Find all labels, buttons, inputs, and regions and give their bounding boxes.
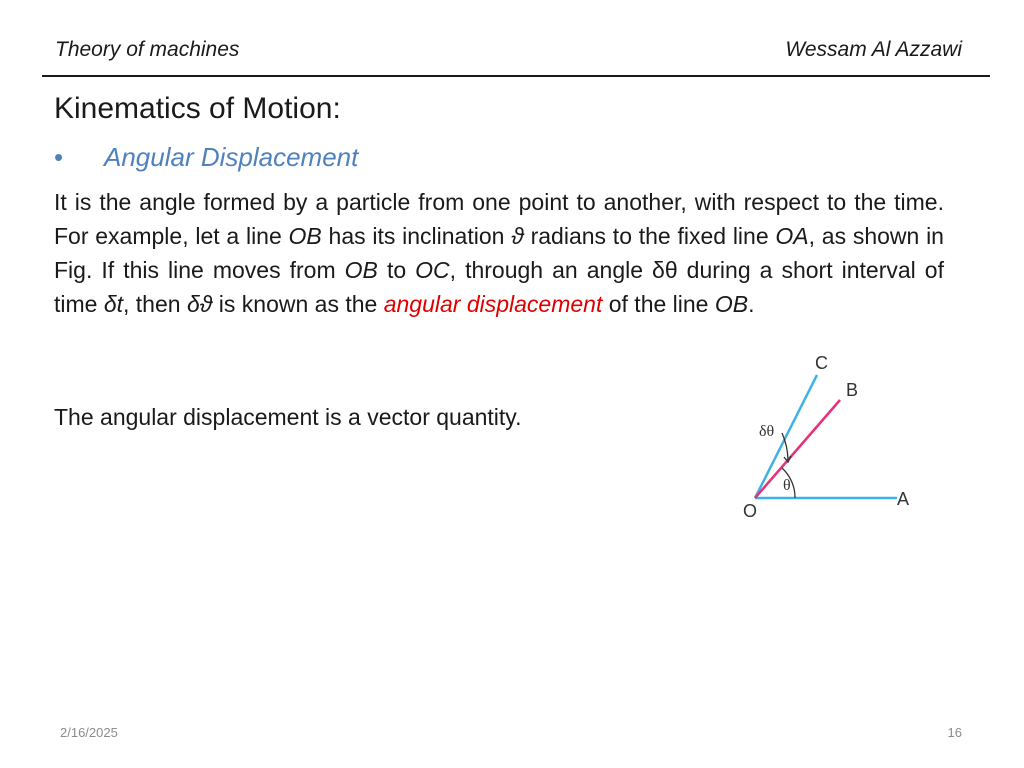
header-course-title: Theory of machines (55, 38, 240, 61)
header-author: Wessam Al Azzawi (785, 38, 962, 61)
header-divider (42, 75, 990, 77)
bullet-text: Angular Displacement (104, 142, 359, 172)
footer-date: 2/16/2025 (60, 725, 118, 740)
label-a: A (897, 489, 910, 509)
angular-displacement-figure (735, 350, 925, 525)
bullet-item (54, 142, 358, 173)
footer-page-number: 16 (947, 725, 962, 740)
bullet-icon: • (54, 142, 64, 172)
label-dtheta: δθ (759, 423, 775, 440)
label-c: C (815, 353, 828, 373)
highlighted-term: angular displacement (383, 291, 603, 317)
slide-title: Kinematics of Motion: (54, 92, 341, 125)
definition-paragraph: It is the angle formed by a particle from one point to another, with respect to the time. For example, let a line OB has its inclination ϑ radians to the fixed line OA, as shown in Fig. If this line moves from OB to OC, through an angle δθ during a short interval of time δt, then δϑ is known as the angular displacement of the line OB. (54, 189, 944, 317)
label-o: O (743, 501, 758, 521)
label-b: B (846, 380, 859, 400)
label-theta: θ (783, 477, 791, 494)
vector-statement: The angular displacement is a vector quantity. (54, 404, 522, 430)
